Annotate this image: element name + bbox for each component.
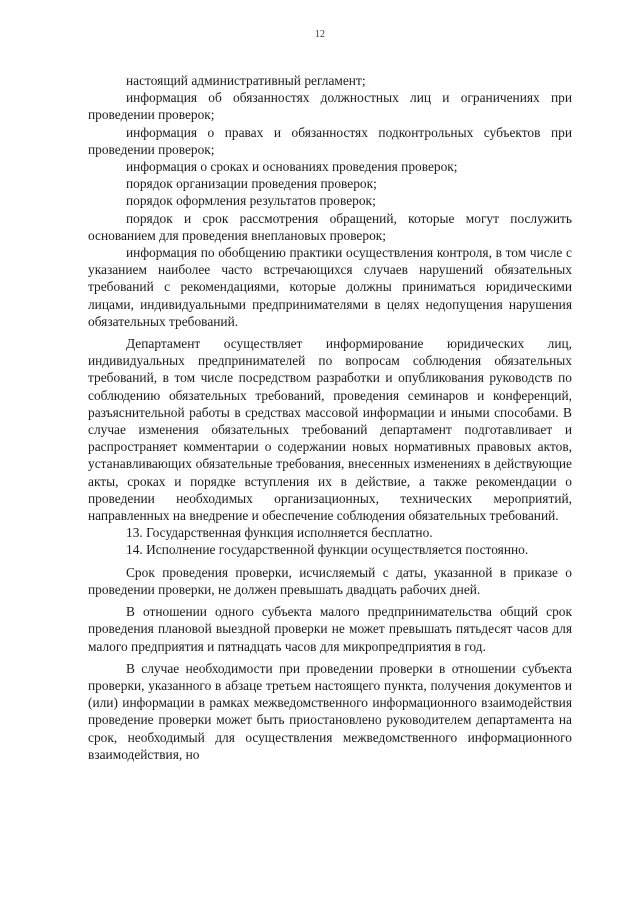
paragraph: информация о правах и обязанностях подконтрольных субъектов при проведении проверок;: [88, 124, 572, 157]
paragraph: порядок организации проведения проверок;: [126, 176, 377, 192]
paragraph: информация об обязанностях должностных лиц и ограничениях при проведении проверок;: [88, 90, 572, 123]
paragraph: Срок проведения проверки, исчисляемый с даты, указанной в приказе о проведении проверки, не должен превышать двадцать рабочих дней.: [88, 564, 572, 597]
paragraph: настоящий административный регламент;: [126, 73, 366, 88]
paragraph: Департамент осуществляет информирование юридических лиц, индивидуальных предпринимателей по вопросам соблюдения обязательных требований, в том числе посредством разработки и опубликования руководств по соблюдению обязательных требований, проведения семинаров и конференций, разъяснительной работы в средствах массовой информации и иными способами. В случае изменения обязательных требований департамент подготавливает и распространяет комментарии о содержании новых нормативных правовых актов, устанавливающих обязательные требования, внесенных изменениях в действующие акты, сроках и порядке вступления их в действие, а также рекомендации о проведении необходимых организационных, технических мероприятий, направленных на внедрение и обеспечение соблюдения обязательных требований.: [88, 336, 572, 524]
paragraph: порядок и срок рассмотрения обращений, которые могут послужить основанием для проведения внеплановых проверок;: [88, 210, 572, 243]
paragraph: 14. Исполнение государственной функции осуществляется постоянно.: [126, 542, 529, 558]
document-body: [88, 72, 572, 763]
paragraph: информация по обобщению практики осуществления контроля, в том числе с указанием наиболее часто встречающихся случаев нарушений обязательных требований с рекомендациями, которые должны приниматься юридическими лицами, индивидуальными предпринимателями в целях недопущения нарушения обязательных требований.: [88, 245, 572, 329]
paragraph: порядок оформления результатов проверок;: [126, 193, 376, 209]
paragraph: 13. Государственная функция исполняется бесплатно.: [126, 525, 433, 541]
paragraph: информация о сроках и основаниях проведения проверок;: [126, 159, 458, 175]
paragraph: В случае необходимости при проведении проверки в отношении субъекта проверки, указанного в абзаце третьем настоящего пункта, получения документов и (или) информации в рамках межведомственного информационного взаимодействия проведение проверки может быть приостановлено руководителем департамента на срок, необходимый для осуществления межведомственного информационного взаимодействия, но: [88, 660, 572, 762]
page-number: 12: [315, 29, 325, 40]
paragraph: В отношении одного субъекта малого предпринимательства общий срок проведения плановой выездной проверки не может превышать пятьдесят часов для малого предприятия и пятнадцать часов для микропредприятия в год.: [88, 604, 572, 654]
